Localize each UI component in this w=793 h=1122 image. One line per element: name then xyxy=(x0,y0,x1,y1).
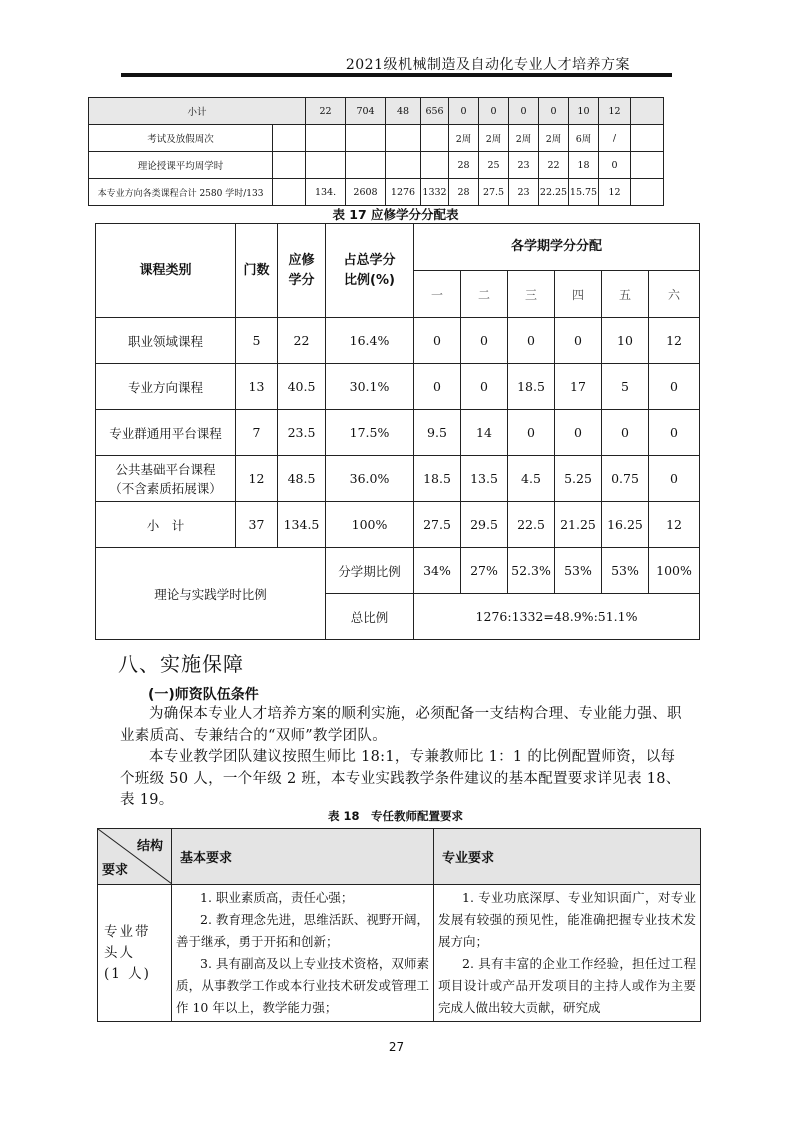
total-ratio-label: 总比例 xyxy=(326,594,414,640)
sem-cell: 21.25 xyxy=(555,502,602,548)
cell xyxy=(631,98,664,125)
sem-ratio-cell: 53% xyxy=(602,548,649,594)
cell: 0 xyxy=(479,98,509,125)
sem-cell: 12 xyxy=(649,318,700,364)
sem-cell: 9.5 xyxy=(414,410,461,456)
total-ratio-value: 1276:1332=48.9%:51.1% xyxy=(414,594,700,640)
table-row xyxy=(98,885,701,1022)
cell: 2周 xyxy=(539,125,569,152)
category-name: 公共基础平台课程 xyxy=(115,461,216,477)
cell xyxy=(386,125,421,152)
cell: 134. xyxy=(306,179,346,206)
sem-cell: 29.5 xyxy=(461,502,508,548)
cell: 23 xyxy=(509,152,539,179)
sem-cell: 12 xyxy=(649,502,700,548)
cell: 1276 xyxy=(386,179,421,206)
header-semester-6: 六 xyxy=(649,271,700,318)
table-row-ratio-semester xyxy=(96,548,700,594)
professional-requirement-item: 1. 专业功底深厚、专业知识面广，对专业发展有较强的预见性，能准确把握专业技术发展方向； xyxy=(438,890,696,949)
cell: 28 xyxy=(449,152,479,179)
sem-cell: 13.5 xyxy=(461,456,508,502)
basic-requirements-cell xyxy=(172,885,434,1022)
cell: 23 xyxy=(509,179,539,206)
count-cell: 37 xyxy=(236,502,278,548)
table17-caption: 表 17 应修学分分配表 xyxy=(332,207,459,222)
page-number: 27 xyxy=(388,1040,405,1054)
cell xyxy=(346,152,386,179)
cell: 12 xyxy=(599,98,631,125)
sem-cell: 14 xyxy=(461,410,508,456)
sem-cell: 0 xyxy=(649,456,700,502)
header-semester-4: 四 xyxy=(555,271,602,318)
header-semester-3: 三 xyxy=(508,271,555,318)
cell: 48 xyxy=(386,98,421,125)
table-row-subtotal xyxy=(96,502,700,548)
cell: 22 xyxy=(306,98,346,125)
ratio-cell: 16.4% xyxy=(326,318,414,364)
table-row-exam-weeks xyxy=(89,125,704,152)
credits-cell: 134.5 xyxy=(278,502,326,548)
sem-cell: 0 xyxy=(414,318,461,364)
row-label: 理论授课平均周学时 xyxy=(89,152,273,179)
cell: 0 xyxy=(509,98,539,125)
credit-distribution-table xyxy=(95,223,700,640)
header-ratio-text: 占总学分比例(%) xyxy=(343,252,396,288)
sem-cell: 0 xyxy=(649,364,700,410)
cell: 0 xyxy=(599,152,631,179)
header-semester-5: 五 xyxy=(602,271,649,318)
cell: 22 xyxy=(539,152,569,179)
header-basic: 基本要求 xyxy=(172,829,434,885)
cell: / xyxy=(599,125,631,152)
header-credits xyxy=(278,224,326,318)
role-name: 专业带头人 xyxy=(104,923,151,961)
cell xyxy=(273,125,306,152)
cell: 656 xyxy=(421,98,449,125)
sem-cell: 18.5 xyxy=(414,456,461,502)
sem-cell: 0 xyxy=(555,410,602,456)
credits-cell: 22 xyxy=(278,318,326,364)
cell: 25 xyxy=(479,152,509,179)
cell: 10 xyxy=(569,98,599,125)
sem-cell: 0 xyxy=(508,410,555,456)
sem-ratio-cell: 34% xyxy=(414,548,461,594)
cell: 2周 xyxy=(509,125,539,152)
credits-cell: 48.5 xyxy=(278,456,326,502)
sem-cell: 4.5 xyxy=(508,456,555,502)
table-header-row xyxy=(98,829,701,885)
header-semester-2: 二 xyxy=(461,271,508,318)
header-category: 课程类别 xyxy=(96,224,236,318)
row-label: 小计 xyxy=(89,98,306,125)
table-row xyxy=(96,410,700,456)
ratio-block-label: 理论与实践学时比例 xyxy=(96,548,326,640)
cell: 2周 xyxy=(479,125,509,152)
cell: 0 xyxy=(449,98,479,125)
sem-cell: 18.5 xyxy=(508,364,555,410)
ratio-cell: 30.1% xyxy=(326,364,414,410)
basic-requirement-item: 3. 具有副高及以上专业技术资格，双师素质，从事教学工作或本行业技术研发或管理工作 10 年以上，教学能力强； xyxy=(176,956,429,1015)
ratio-cell: 36.0% xyxy=(326,456,414,502)
sem-cell: 0 xyxy=(461,318,508,364)
diagonal-header-cell xyxy=(98,829,172,885)
count-cell: 5 xyxy=(236,318,278,364)
ratio-cell: 100% xyxy=(326,502,414,548)
sem-cell: 0 xyxy=(414,364,461,410)
professional-requirement-item: 2. 具有丰富的企业工作经验，担任过工程项目设计或产品开发项目的主持人或作为主要完成人做出较大贡献，研究成 xyxy=(438,956,696,1015)
paragraph-2: 本专业教学团队建议按照生师比 18:1，专兼教师比 1：1 的比例配置师资，以每个班级 50 人，一个年级 2 班，本专业实践教学条件建议的基本配置要求详见表 18、表 19。 xyxy=(120,749,681,808)
header-credits-text: 应修学分 xyxy=(288,252,315,288)
credits-cell: 40.5 xyxy=(278,364,326,410)
cell: 28 xyxy=(449,179,479,206)
cell xyxy=(631,179,664,206)
header-semester-1: 一 xyxy=(414,271,461,318)
section-heading: 八、实施保障 xyxy=(118,652,244,676)
sem-cell: 0 xyxy=(649,410,700,456)
sem-cell: 0.75 xyxy=(602,456,649,502)
subsection-heading: (一)师资队伍条件 xyxy=(148,687,259,703)
sem-cell: 27.5 xyxy=(414,502,461,548)
diag-header-requirement: 要求 xyxy=(102,863,129,878)
header-count: 门数 xyxy=(236,224,278,318)
table18-caption: 表 18 专任教师配置要求 xyxy=(327,809,463,823)
cell xyxy=(421,152,449,179)
sem-cell: 0 xyxy=(555,318,602,364)
cell: 12 xyxy=(599,179,631,206)
cell: 18 xyxy=(569,152,599,179)
paragraph-1: 为确保本专业人才培养方案的顺利实施，必须配备一支结构合理、专业能力强、职业素质高、专兼结合的“双师”教学团队。 xyxy=(120,706,682,744)
basic-requirement-item: 1. 职业素质高，责任心强； xyxy=(200,890,354,905)
header-rule xyxy=(121,73,672,77)
sem-cell: 5 xyxy=(602,364,649,410)
sem-ratio-cell: 52.3% xyxy=(508,548,555,594)
cell xyxy=(273,179,306,206)
cell: 6周 xyxy=(569,125,599,152)
cell: 2608 xyxy=(346,179,386,206)
teacher-requirements-table xyxy=(97,828,701,1022)
category-cell: 职业领域课程 xyxy=(96,318,236,364)
cell xyxy=(631,152,664,179)
professional-requirements-cell xyxy=(434,885,701,1022)
cell xyxy=(386,152,421,179)
cell: 2周 xyxy=(449,125,479,152)
cell: 15.75 xyxy=(569,179,599,206)
header-professional: 专业要求 xyxy=(434,829,701,885)
cell: 1332 xyxy=(421,179,449,206)
table-row-total xyxy=(89,179,704,206)
table-row-weekly-hours xyxy=(89,152,704,179)
cell: 27.5 xyxy=(479,179,509,206)
cell: 0 xyxy=(539,98,569,125)
sem-cell: 10 xyxy=(602,318,649,364)
sem-cell: 5.25 xyxy=(555,456,602,502)
sem-cell: 0 xyxy=(602,410,649,456)
per-semester-label: 分学期比例 xyxy=(326,548,414,594)
count-cell: 13 xyxy=(236,364,278,410)
sem-ratio-cell: 27% xyxy=(461,548,508,594)
cell xyxy=(306,152,346,179)
category-cell: 小 计 xyxy=(96,502,236,548)
sem-cell: 0 xyxy=(461,364,508,410)
sem-ratio-cell: 53% xyxy=(555,548,602,594)
credits-cell: 23.5 xyxy=(278,410,326,456)
sem-cell: 17 xyxy=(555,364,602,410)
count-cell: 12 xyxy=(236,456,278,502)
role-count: (1 人) xyxy=(104,965,151,982)
table-row xyxy=(96,318,700,364)
row-label: 考试及放假周次 xyxy=(89,125,273,152)
cell xyxy=(346,125,386,152)
cell xyxy=(421,125,449,152)
role-cell xyxy=(98,885,172,1022)
category-cell: 专业群通用平台课程 xyxy=(96,410,236,456)
header-semesters-group: 各学期学分分配 xyxy=(414,224,700,271)
sem-cell: 22.5 xyxy=(508,502,555,548)
ratio-cell: 17.5% xyxy=(326,410,414,456)
row-label: 本专业方向各类课程合计 2580 学时/133 xyxy=(89,179,273,206)
sem-cell: 0 xyxy=(508,318,555,364)
header-ratio xyxy=(326,224,414,318)
cell xyxy=(273,152,306,179)
cell: 22.25 xyxy=(539,179,569,206)
table-row xyxy=(96,456,700,502)
cell: 704 xyxy=(346,98,386,125)
category-cell: 专业方向课程 xyxy=(96,364,236,410)
category-note: （不含素质拓展课） xyxy=(109,480,222,496)
cell xyxy=(306,125,346,152)
table-row-subtotal xyxy=(89,98,704,125)
cell xyxy=(631,125,664,152)
basic-requirement-item: 2. 教育理念先进，思维活跃、视野开阔，善于继承，勇于开拓和创新； xyxy=(176,912,429,949)
course-hours-summary-table xyxy=(88,97,704,206)
document-header-title: 2021级机械制造及自动化专业人才培养方案 xyxy=(345,57,630,73)
category-cell xyxy=(96,456,236,502)
sem-ratio-cell: 100% xyxy=(649,548,700,594)
sem-cell: 16.25 xyxy=(602,502,649,548)
count-cell: 7 xyxy=(236,410,278,456)
diag-header-structure: 结构 xyxy=(136,839,163,854)
table-row xyxy=(96,364,700,410)
